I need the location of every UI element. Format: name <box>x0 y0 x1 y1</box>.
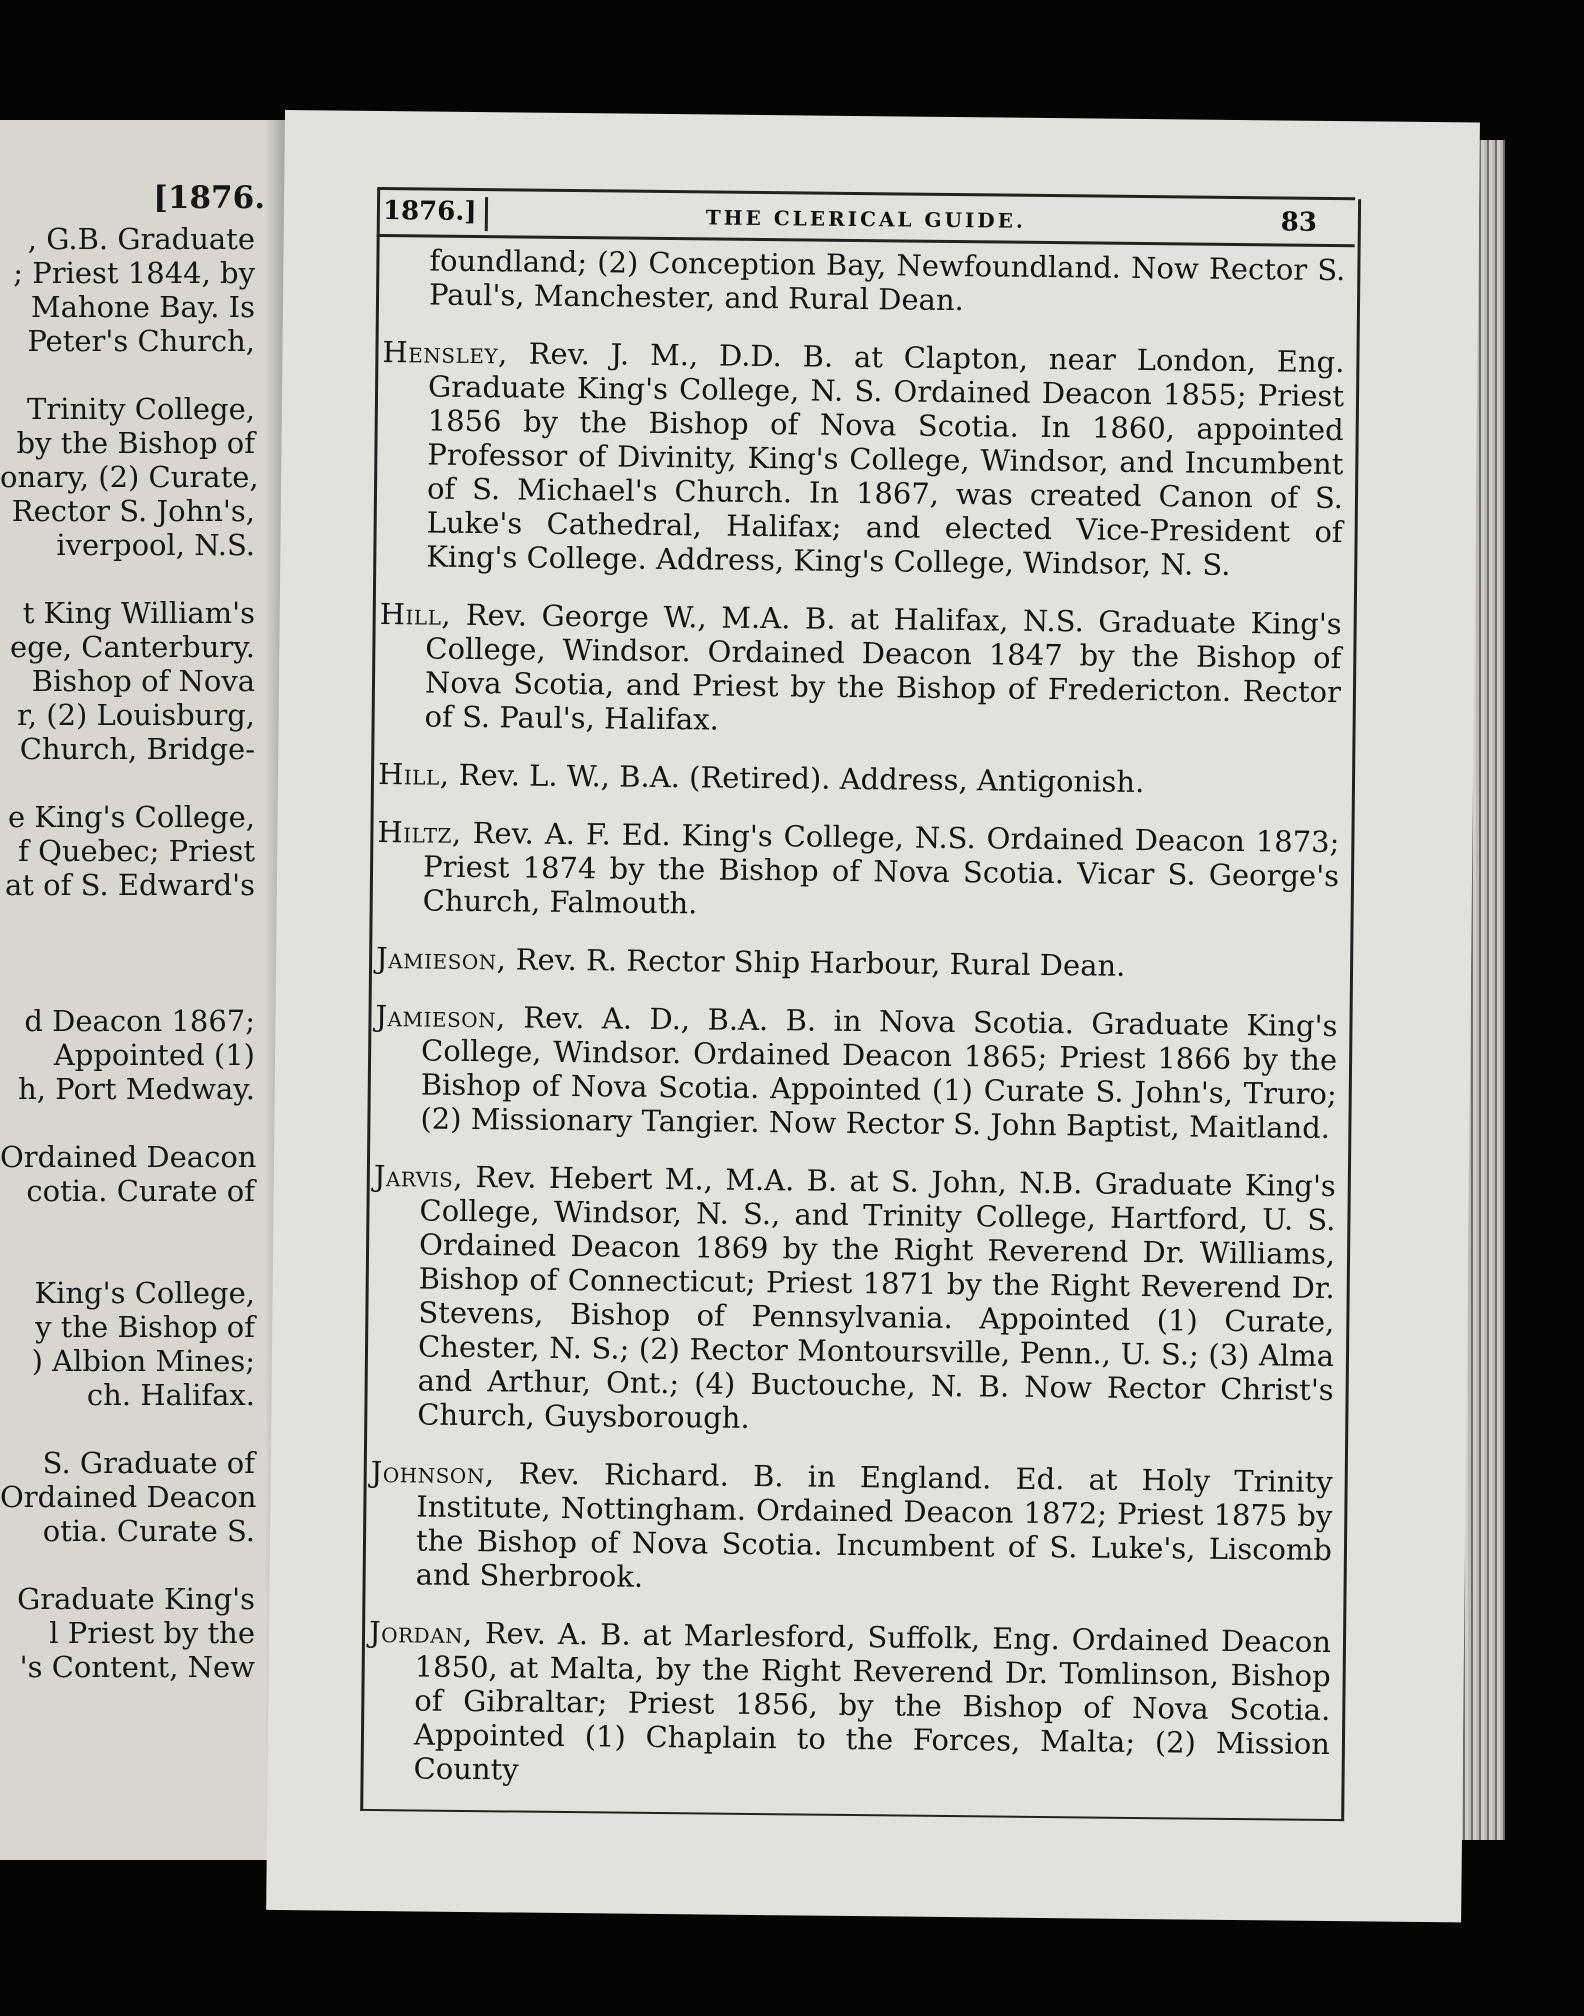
left-page-text <box>0 222 259 1684</box>
left-page-line: l Priest by the <box>49 1616 255 1650</box>
left-page-line: Trinity College, <box>27 392 255 426</box>
left-page-line <box>0 1106 255 1140</box>
clergy-details: Rev. R. Rector Ship Harbour, Rural Dean. <box>506 942 1126 983</box>
clergy-entry <box>371 1159 1336 1441</box>
page-number: 83 <box>1280 207 1318 238</box>
left-page-line: r, (2) Louisburg, <box>17 698 255 732</box>
left-page-line: , G.B. Graduate <box>27 222 255 256</box>
left-page-line: Graduate King's <box>17 1582 255 1616</box>
clergy-entry <box>378 757 1340 801</box>
clergy-details: Rev. Richard. B. in England. Ed. at Holy Trinity Institute, Nottingham. Ordained Deacon 1872; Priest 1875 by the Bishop of Nova Scotia. Incumbent of S. Luke's, Liscomb and Sherbrook. <box>415 1456 1333 1594</box>
clergy-details: Rev. A. B. at Marlesford, Suffolk, Eng. Ordained Deacon 1850, at Malta, by the Right Reverend Dr. Tomlinson, Bishop of Gibraltar; Priest 1856, by the Bishop of Nova Scotia. Appointed (1) Chaplain to the Forces, Malta; (2) Mission County <box>413 1616 1332 1787</box>
left-page-line: Bishop of Nova <box>31 664 255 698</box>
left-page-line: d Deacon 1867; <box>24 1004 255 1038</box>
left-page-line: Ordained Deacon <box>0 1480 257 1514</box>
left-page-line: by the Bishop of <box>16 426 255 460</box>
clergy-entry <box>376 941 1338 985</box>
clergy-name: Hiltz, <box>377 815 462 850</box>
header-title: THE CLERICAL GUIDE. <box>705 205 1027 233</box>
clergy-name: Jarvis, <box>373 1158 464 1194</box>
left-page-line: cotia. Curate of <box>26 1174 255 1208</box>
clergy-entry <box>367 1615 1331 1795</box>
clergy-details: Rev. A. F. Ed. King's College, N.S. Ordained Deacon 1873; Priest 1874 by the Bishop of Nova Scotia. Vicar S. George's Church, Falmouth. <box>422 815 1340 921</box>
clergy-entry <box>369 1455 1332 1601</box>
left-page-line: e King's College, <box>8 800 255 834</box>
clergy-details: Rev. L. W., B.A. (Retired). Address, Antigonish. <box>449 757 1145 800</box>
left-page-line <box>0 936 255 970</box>
clergy-details: Rev. A. D., B.A. B. in Nova Scotia. Graduate King's College, Windsor. Ordained Deacon 1865; Priest 1866 by the Bishop of Nova Scotia. Appointed (1) Curate S. John's, Truro; (2) Missionary Tangier. Now Rector S. John Baptist, Maitland. <box>420 1000 1338 1145</box>
clergy-details: Rev. George W., M.A. B. at Halifax, N.S. Graduate King's College, Windsor. Ordained Deacon 1847 by the Bishop of Nova Scotia, and Priest by the Bishop of Fredericton. Rector of S. Paul's, Halifax. <box>424 597 1342 737</box>
left-page-line: otia. Curate S. <box>42 1514 255 1548</box>
left-page-line: ch. Halifax. <box>86 1378 255 1412</box>
left-page-line: Ordained Deacon <box>0 1140 257 1174</box>
clergy-name: Hill, <box>379 597 452 632</box>
left-page-line <box>0 1242 255 1276</box>
clergy-name: Jordan, <box>368 1614 474 1651</box>
left-page-line: Appointed (1) <box>53 1038 255 1072</box>
left-page-line: t King William's <box>22 596 255 630</box>
clergy-details: Rev. J. M., D.D. B. at Clapton, near London, Eng. Graduate King's College, N. S. Ordained Deacon 1855; Priest 1856 by the Bishop of Nova Scotia. In 1860, appointed Professor of Divinity, King's College, Windsor, and Incumbent of S. Michael's Church. In 1867, was created Canon of S. Luke's Cathedral, Halifax; and elected Vice-President of King's College. Address, King's College, Windsor, N. S. <box>426 336 1345 582</box>
left-page-line: 's Content, New <box>19 1650 255 1684</box>
left-page-line <box>0 1548 255 1582</box>
left-page-line: ege, Canterbury. <box>9 630 255 664</box>
left-page-line <box>0 1208 255 1242</box>
left-page-line: ) Albion Mines; <box>31 1344 255 1378</box>
header-year: 1876.] <box>383 196 488 231</box>
left-page-line: ; Priest 1844, by <box>13 256 255 290</box>
clergy-entry <box>378 597 1341 743</box>
clergy-name: Hensley, <box>382 335 509 371</box>
left-page-line <box>0 766 255 800</box>
page-content <box>367 243 1345 1819</box>
clergy-name: Johnson, <box>370 1454 495 1491</box>
left-page-line: King's College, <box>34 1276 255 1310</box>
left-page-line: h, Port Medway. <box>18 1072 255 1106</box>
left-page-line <box>0 902 255 936</box>
left-page-line <box>0 970 255 1004</box>
clergy-name: Jamieson, <box>375 941 507 977</box>
entry-list <box>367 335 1344 1795</box>
left-page-line <box>0 1412 255 1446</box>
continuation-text: foundland; (2) Conception Bay, Newfoundland. Now Rector S. Paul's, Manchester, and Rural Dean. <box>428 243 1346 318</box>
left-page-line <box>0 562 255 596</box>
clergy-entry <box>374 999 1337 1145</box>
left-page <box>0 120 305 1860</box>
left-page-line: Mahone Bay. Is <box>30 290 255 324</box>
clergy-entry <box>377 815 1340 927</box>
left-page-line: y the Bishop of <box>35 1310 255 1344</box>
clergy-details: Rev. Hebert M., M.A. B. at S. John, N.B. Graduate King's College, Windsor, N. S., and Trinity College, Hartford, U. S. Ordained Deacon 1869 by the Right Reverend Dr. Williams, Bishop of Connecticut; Priest 1871 by the Right Reverend Dr. Stevens, Bishop of Pennsylvania. Appointed (1) Curate, Chester, N. S.; (2) Rector Montoursville, Penn., U. S.; (3) Alma and Arthur, Ont.; (4) Buctouche, N. B. Now Rector Christ's Church, Guysborough. <box>417 1159 1336 1435</box>
left-page-header: [1876. <box>153 180 265 216</box>
left-page-line: Peter's Church, <box>27 324 255 358</box>
clergy-name: Jamieson, <box>375 998 507 1035</box>
clergy-name: Hill, <box>377 757 450 792</box>
left-page-line: iverpool, N.S. <box>56 528 255 562</box>
left-page-line: Church, Bridge- <box>19 732 255 766</box>
left-page-line: f Quebec; Priest <box>18 834 255 868</box>
left-page-line: onary, (2) Curate, <box>0 460 259 494</box>
clergy-entry <box>380 335 1344 583</box>
left-page-line: at of S. Edward's <box>5 868 255 902</box>
left-page-line: Rector S. John's, <box>11 494 255 528</box>
left-page-line: S. Graduate of <box>42 1446 255 1480</box>
left-page-line <box>0 358 255 392</box>
right-page <box>266 110 1480 1922</box>
